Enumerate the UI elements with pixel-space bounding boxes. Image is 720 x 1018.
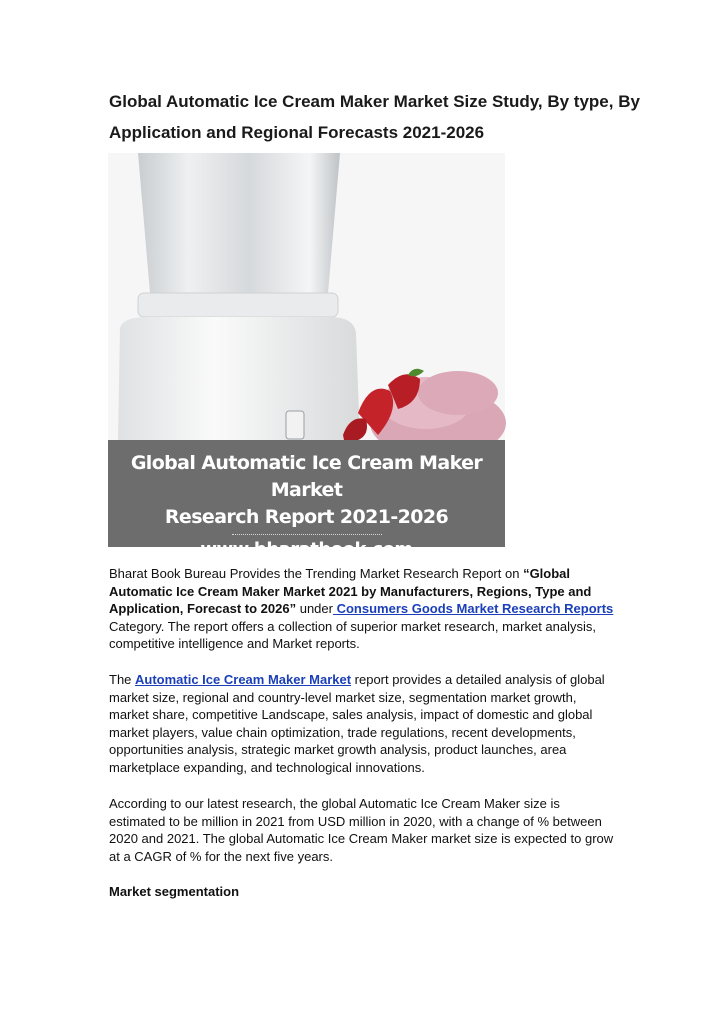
- analysis-prefix: The: [109, 672, 136, 687]
- research-paragraph: According to our latest research, the global Automatic Ice Cream Maker size is estimated to be million in 2021 from USD million in 2020, with a change of % between 2020 and 2021. The global Automatic Ice Cream Maker market size is expected to grow at a CAGR of % for the next five years.: [109, 796, 614, 864]
- banner-title-line2: Research Report 2021-2026: [164, 506, 449, 528]
- banner-divider: [232, 534, 382, 535]
- banner-website: www.bharatbook.com: [200, 539, 413, 560]
- analysis-text: report provides a detailed analysis of global market size, regional and country-level market size, segmentation market growth, market share, competitive Landscape, sales analysis, impact of domestic and global market players, value chain optimization, trade regulations, recent developments, opportunities analysis, strategic market growth analysis, product launches, area marketplace expanding, and technological innovations.: [109, 672, 605, 775]
- report-banner: [108, 440, 505, 560]
- consumer-goods-reports-link[interactable]: Consumers Goods Market Research Reports: [332, 601, 614, 617]
- intro-rest-text: Category. The report offers a collection of superior market research, market analysis, competitive intelligence and Market reports.: [109, 618, 596, 652]
- under-text: under: [296, 601, 333, 617]
- section-heading: Market segmentation: [109, 884, 240, 899]
- intro-text: Bharat Book Bureau Provides the Trending Market Research Report on: [109, 566, 524, 581]
- page-title: Global Automatic Ice Cream Maker Market Size Study, By type, By Application and Regional Forecasts 2021-2026: [109, 92, 640, 142]
- analysis-paragraph: [109, 671, 619, 777]
- hero-image: [108, 153, 505, 560]
- intro-paragraph: [109, 565, 619, 653]
- ice-cream-maker-market-link[interactable]: Automatic Ice Cream Maker Market: [135, 672, 352, 687]
- ice-cream-maker-illustration: [108, 153, 505, 440]
- report-name: “Global Automatic Ice Cream Maker Market 2021 by Manufacturers, Regions, Type and Application, Forecast to 2026”: [109, 566, 592, 617]
- banner-title-line1: Global Automatic Ice Cream Maker Market: [130, 452, 483, 501]
